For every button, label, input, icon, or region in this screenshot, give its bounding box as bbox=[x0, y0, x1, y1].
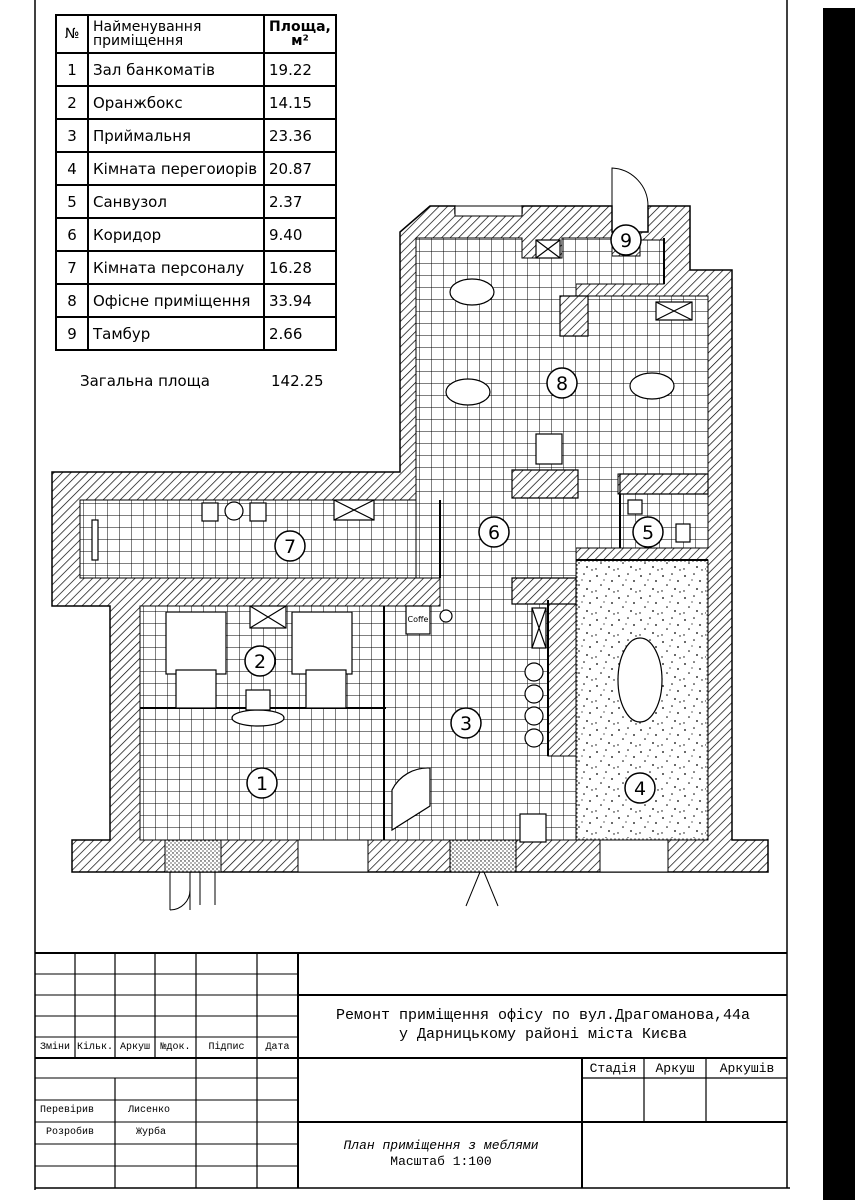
tb-col-sheet: Аркуш bbox=[119, 1042, 150, 1053]
table-row bbox=[56, 152, 336, 185]
table-row bbox=[56, 119, 336, 152]
tb-col-doc: №док. bbox=[160, 1042, 191, 1053]
table-row bbox=[56, 317, 336, 350]
table-row bbox=[56, 251, 336, 284]
row-area: 19.22 bbox=[264, 53, 336, 86]
checked-by-name: Лисенко bbox=[128, 1105, 171, 1116]
developed-by-label: Розробив bbox=[46, 1127, 95, 1138]
row-num: 7 bbox=[56, 251, 88, 284]
row-num: 6 bbox=[56, 218, 88, 251]
scan-edge-shadow bbox=[823, 8, 855, 1200]
project-title-line1: Ремонт приміщення офісу по вул.Драгоманова,44а bbox=[335, 1007, 751, 1024]
tb-col-qty: Кільк. bbox=[76, 1042, 113, 1053]
room-label-5: 5 bbox=[641, 522, 655, 544]
header-area: Площа, м² bbox=[264, 15, 336, 53]
row-area: 9.40 bbox=[264, 218, 336, 251]
row-name: Приймальня bbox=[88, 119, 264, 152]
drawing-title: План приміщення з меблями bbox=[343, 1138, 539, 1153]
row-area: 14.15 bbox=[264, 86, 336, 119]
row-num: 5 bbox=[56, 185, 88, 218]
header-num: № bbox=[56, 15, 88, 53]
row-name: Тамбур bbox=[88, 317, 264, 350]
row-name: Санвузол bbox=[88, 185, 264, 218]
rooms-table bbox=[55, 14, 337, 351]
sheets-total-header: Аркушів bbox=[719, 1061, 775, 1076]
room-label-7: 7 bbox=[283, 536, 297, 558]
table-row bbox=[56, 218, 336, 251]
table-header-row bbox=[56, 15, 336, 53]
stage-header: Стадія bbox=[589, 1061, 637, 1076]
row-num: 1 bbox=[56, 53, 88, 86]
row-area: 33.94 bbox=[264, 284, 336, 317]
row-name: Коридор bbox=[88, 218, 264, 251]
row-num: 8 bbox=[56, 284, 88, 317]
tb-col-changes: Зміни bbox=[39, 1042, 70, 1053]
tb-col-date: Дата bbox=[265, 1042, 290, 1053]
room-label-6: 6 bbox=[487, 522, 501, 544]
table-row bbox=[56, 53, 336, 86]
row-name: Офісне приміщення bbox=[88, 284, 264, 317]
sheet-header: Аркуш bbox=[655, 1061, 695, 1076]
room-label-1: 1 bbox=[255, 773, 269, 795]
coffee-label: Coffe bbox=[407, 615, 429, 624]
project-title-line2: у Дарницькому районі міста Києва bbox=[398, 1026, 688, 1043]
room-label-9: 9 bbox=[619, 230, 633, 252]
row-name: Кімната персоналу bbox=[88, 251, 264, 284]
table-row bbox=[56, 185, 336, 218]
row-area: 2.66 bbox=[264, 317, 336, 350]
row-name: Кімната перегоиорів bbox=[88, 152, 264, 185]
row-num: 3 bbox=[56, 119, 88, 152]
header-name: Найменування приміщення bbox=[88, 15, 264, 53]
row-num: 9 bbox=[56, 317, 88, 350]
row-num: 2 bbox=[56, 86, 88, 119]
room-label-8: 8 bbox=[555, 373, 569, 395]
entry-door-swing bbox=[612, 168, 648, 206]
total-area-label: Загальна площа bbox=[80, 372, 210, 390]
row-area: 2.37 bbox=[264, 185, 336, 218]
room-label-2: 2 bbox=[253, 651, 267, 673]
tb-col-signature: Підпис bbox=[208, 1042, 245, 1053]
table-row bbox=[56, 86, 336, 119]
drawing-scale: Масштаб 1:100 bbox=[390, 1154, 492, 1169]
developed-by-name: Журба bbox=[136, 1127, 167, 1138]
room-label-4: 4 bbox=[633, 778, 647, 800]
row-name: Оранжбокс bbox=[88, 86, 264, 119]
row-area: 23.36 bbox=[264, 119, 336, 152]
total-area-value: 142.25 bbox=[271, 372, 324, 390]
table-row bbox=[56, 284, 336, 317]
row-num: 4 bbox=[56, 152, 88, 185]
row-area: 16.28 bbox=[264, 251, 336, 284]
room-label-3: 3 bbox=[459, 713, 473, 735]
checked-by-label: Перевірив bbox=[40, 1105, 95, 1116]
row-area: 20.87 bbox=[264, 152, 336, 185]
row-name: Зал банкоматів bbox=[88, 53, 264, 86]
